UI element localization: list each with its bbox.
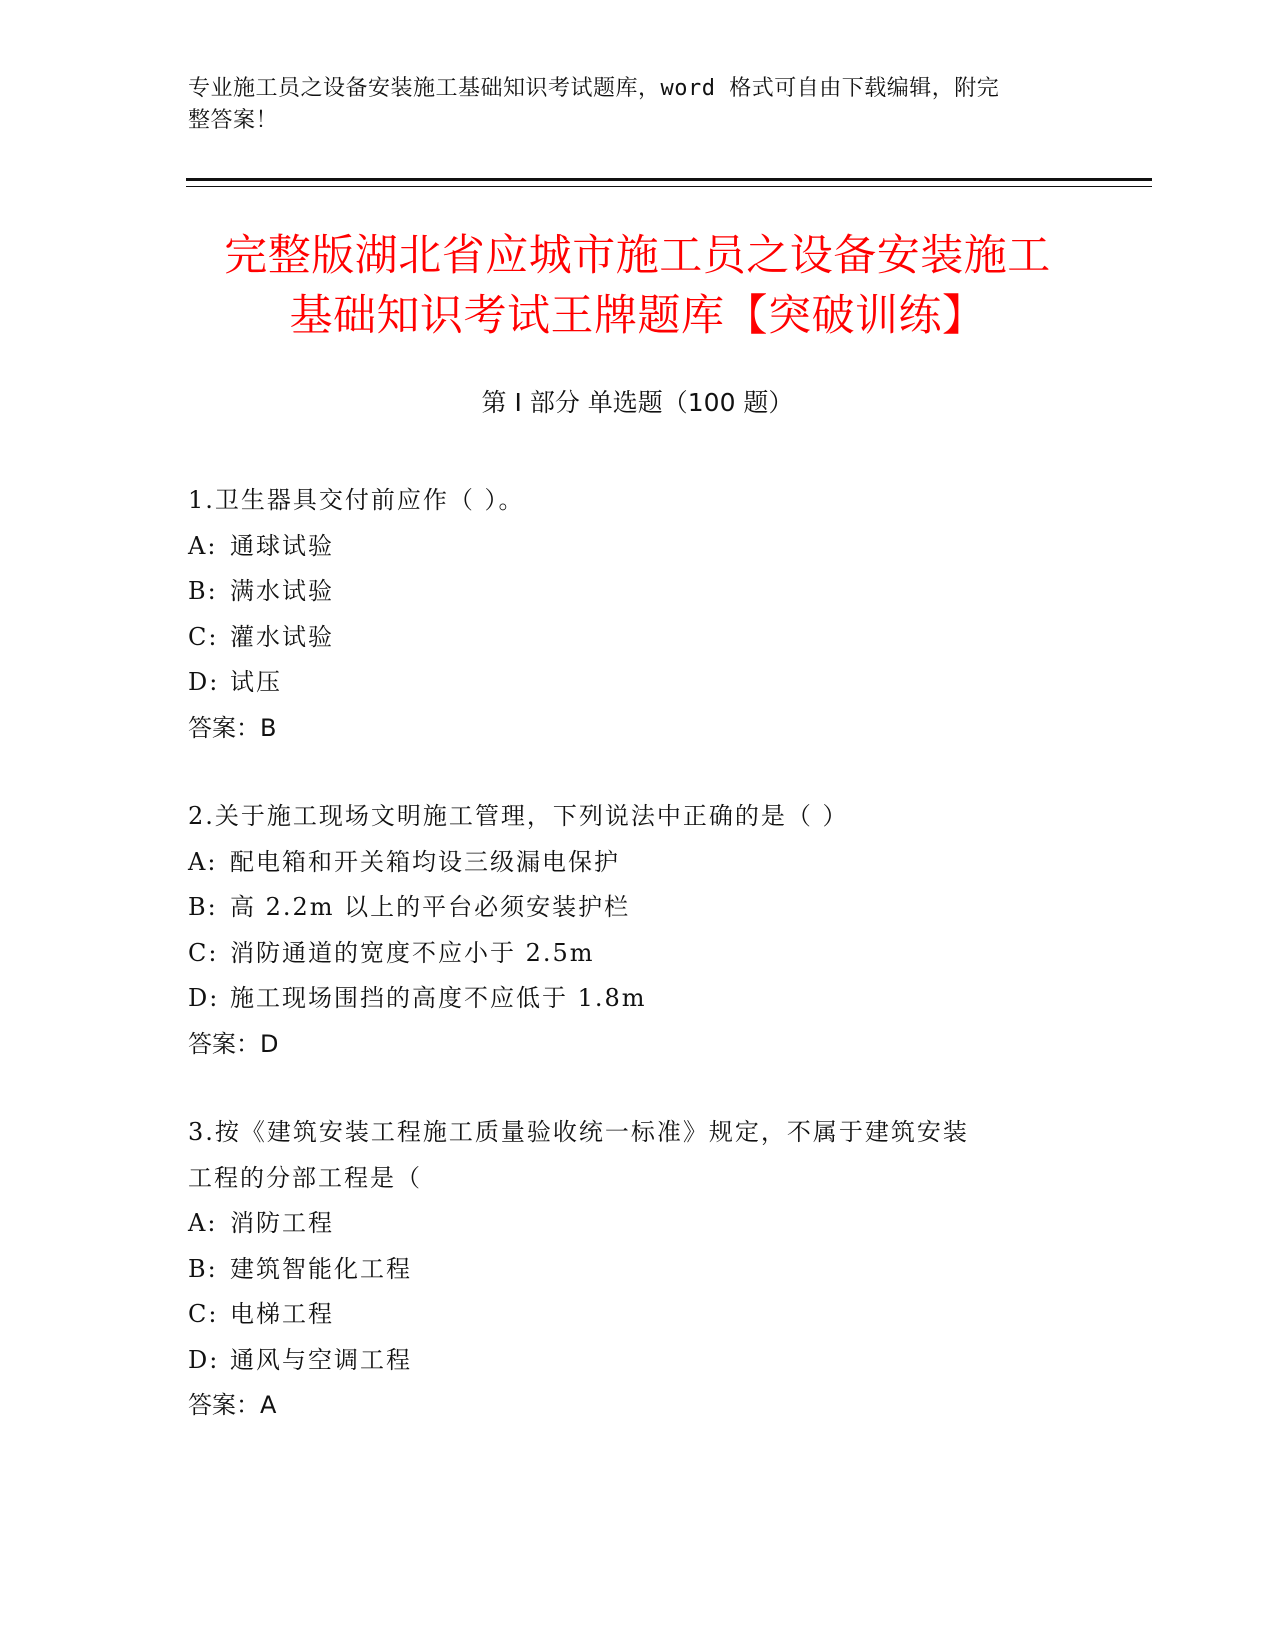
option-letter: C: bbox=[188, 1300, 219, 1328]
option-a bbox=[188, 1201, 1088, 1247]
option-letter: A: bbox=[188, 1209, 218, 1237]
option-c bbox=[188, 1292, 1088, 1338]
option-text: 高 2.2m 以上的平台必须安装护栏 bbox=[230, 893, 631, 921]
option-letter: B: bbox=[188, 893, 218, 921]
question-2 bbox=[188, 794, 1088, 1067]
option-text: 电梯工程 bbox=[230, 1300, 334, 1328]
option-letter: B: bbox=[188, 1254, 218, 1283]
option-letter: C: bbox=[188, 622, 219, 651]
answer-line: 答案：B bbox=[188, 713, 277, 742]
option-c bbox=[188, 931, 1088, 977]
question-stem-line-2: 工程的分部工程是（ bbox=[188, 1163, 422, 1192]
document-title-line-2: 基础知识考试王牌题库【突破训练】 bbox=[289, 291, 986, 341]
header-rule-thick bbox=[186, 178, 1152, 181]
section-heading: 第 I 部分 单选题（100 题） bbox=[481, 388, 794, 417]
question-3 bbox=[188, 1110, 1088, 1429]
option-d bbox=[188, 660, 1088, 706]
option-text: 通风与空调工程 bbox=[230, 1345, 412, 1374]
header-note-line-2: 整答案！ bbox=[188, 108, 279, 133]
question-1 bbox=[188, 478, 1088, 751]
option-text: 配电箱和开关箱均设三级漏电保护 bbox=[230, 847, 620, 876]
option-letter: B: bbox=[188, 577, 218, 605]
option-b bbox=[188, 1247, 1088, 1293]
option-text: 满水试验 bbox=[230, 577, 334, 605]
option-a bbox=[188, 840, 1088, 886]
option-b bbox=[188, 569, 1088, 615]
option-letter: D: bbox=[188, 1345, 220, 1374]
option-a bbox=[188, 524, 1088, 570]
question-stem: 1.卫生器具交付前应作（ ）。 bbox=[188, 486, 525, 514]
option-text: 试压 bbox=[230, 668, 282, 696]
header-note bbox=[188, 73, 1068, 137]
question-stem-line-1: 3.按《建筑安装工程施工质量验收统一标准》规定，不属于建筑安装 bbox=[188, 1118, 969, 1146]
answer-line: 答案：D bbox=[188, 1029, 279, 1058]
option-text: 施工现场围挡的高度不应低于 1.8m bbox=[230, 984, 647, 1012]
question-list bbox=[188, 478, 1088, 1472]
option-text: 消防通道的宽度不应小于 2.5m bbox=[230, 938, 595, 967]
document-title-line-1: 完整版湖北省应城市施工员之设备安装施工 bbox=[224, 231, 1051, 281]
option-text: 灌水试验 bbox=[230, 622, 334, 651]
option-letter: D: bbox=[188, 668, 220, 696]
option-text: 消防工程 bbox=[230, 1209, 334, 1237]
option-c bbox=[188, 615, 1088, 661]
document-title bbox=[150, 226, 1125, 346]
option-d bbox=[188, 1338, 1088, 1384]
header-note-line-1: 专业施工员之设备安装施工基础知识考试题库，word 格式可自由下载编辑，附完 bbox=[188, 76, 1000, 101]
option-d bbox=[188, 976, 1088, 1022]
answer-line: 答案：A bbox=[188, 1391, 277, 1419]
option-letter: A: bbox=[188, 847, 218, 876]
option-letter: C: bbox=[188, 938, 219, 967]
option-text: 建筑智能化工程 bbox=[230, 1254, 412, 1283]
option-letter: D: bbox=[188, 984, 220, 1012]
option-text: 通球试验 bbox=[230, 531, 334, 560]
option-letter: A: bbox=[188, 531, 218, 560]
question-stem: 2.关于施工现场文明施工管理，下列说法中正确的是（ ） bbox=[188, 802, 849, 830]
option-b bbox=[188, 885, 1088, 931]
header-rule-thin bbox=[186, 186, 1152, 187]
